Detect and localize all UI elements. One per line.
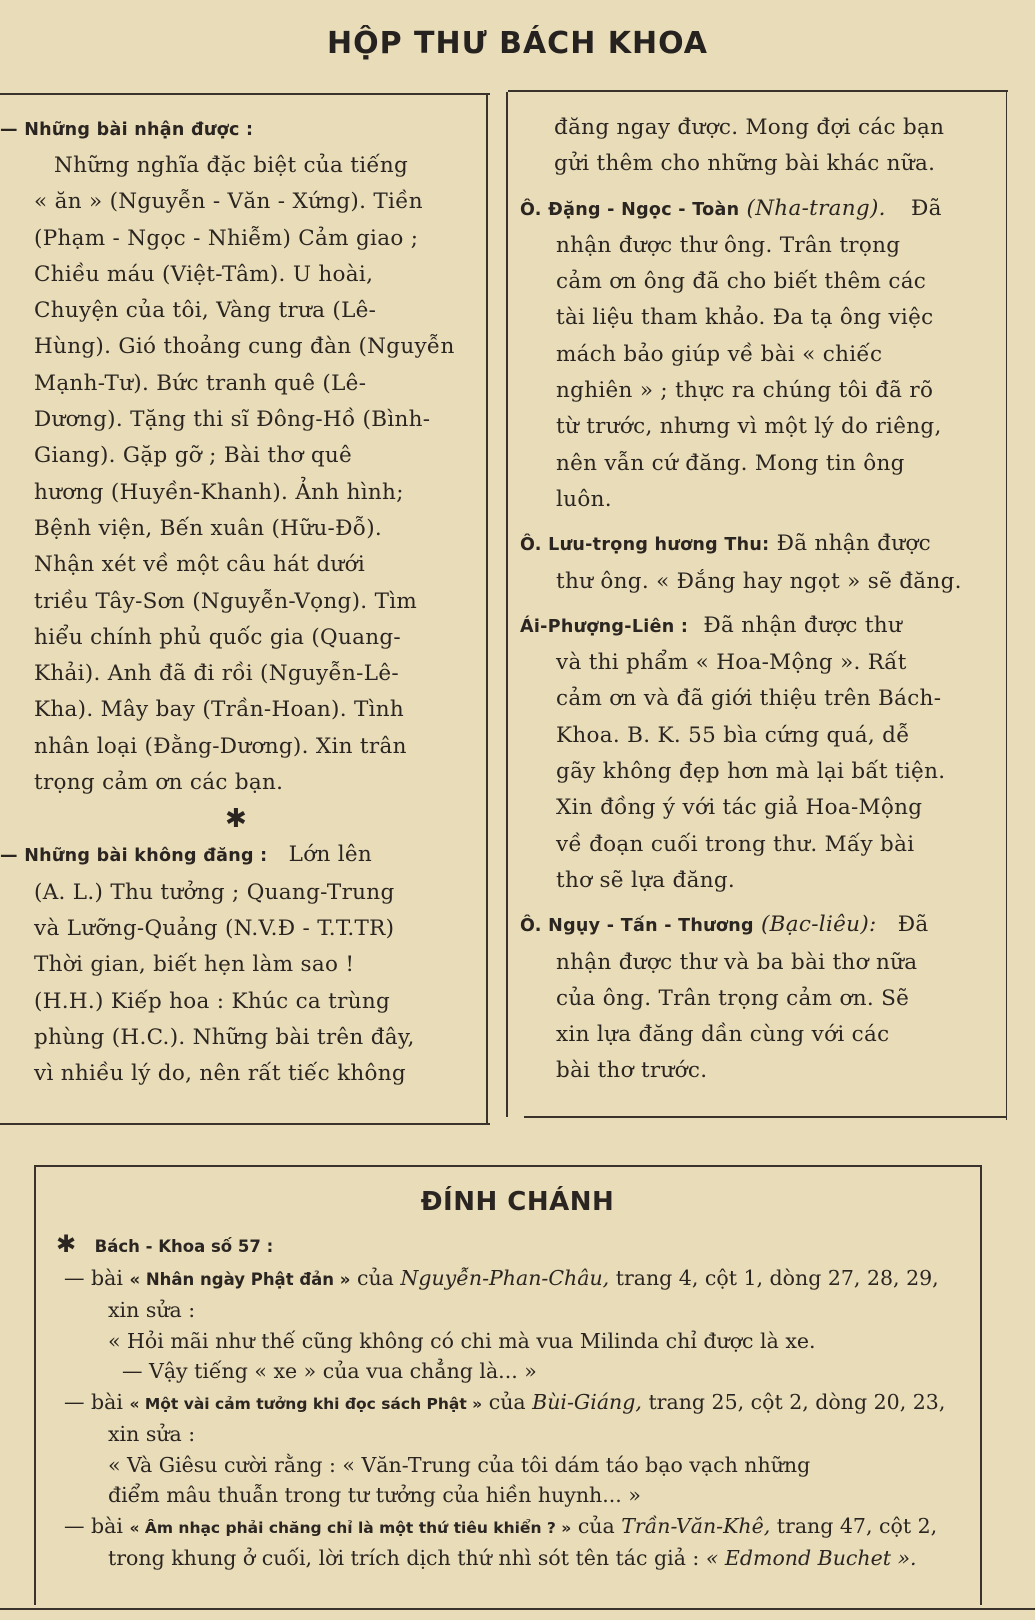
received-line: Chuyện của tôi, Vàng trưa (Lê- xyxy=(34,298,377,324)
rejected-first-line xyxy=(0,837,472,874)
received-line: Bệnh viện, Bến xuân (Hữu-Đỗ). xyxy=(34,515,383,541)
rejected-line: (H.H.) Kiếp hoa : Khúc ca trùng xyxy=(34,988,391,1014)
correction-item xyxy=(64,1263,954,1326)
item-quote: — Vậy tiếng « xe » của vua chẳng là... » xyxy=(122,1359,537,1383)
received-line: nhân loại (Đằng-Dương). Xin trân xyxy=(34,733,407,759)
correction-item xyxy=(64,1387,954,1450)
correction-title: ĐÍNH CHÁNH xyxy=(420,1187,615,1217)
entry-line: Xin đồng ý với tác giả Hoa-Mộng xyxy=(556,795,923,821)
box-bottom-rule xyxy=(0,1608,1035,1610)
item-article: « Âm nhạc phải chăng chỉ là một thứ tiêu khiển ? » xyxy=(129,1518,572,1537)
received-line: Giang). Gặp gỡ ; Bài thơ quê xyxy=(34,443,353,469)
received-line: triều Tây-Sơn (Nguyễn-Vọng). Tìm xyxy=(34,588,418,614)
received-line: Dương). Tặng thi sĩ Đông-Hồ (Bình- xyxy=(34,407,431,433)
box-right-rule xyxy=(980,1165,982,1605)
entry-line: thư ông. « Đắng hay ngọt » sẽ đăng. xyxy=(556,568,962,594)
entry-line: nên vẫn cứ đăng. Mong tin ông xyxy=(556,450,905,476)
item-article: « Một vài cảm tưởng khi đọc sách Phật » xyxy=(129,1394,483,1413)
item-credit: « Edmond Buchet ». xyxy=(705,1546,917,1570)
item-lead: — bài xyxy=(64,1389,123,1414)
entry-line: nhận được thư ông. Trân trọng xyxy=(556,232,901,258)
entry-line: nhận được thư và ba bài thơ nữa xyxy=(556,949,918,975)
top-rule-right xyxy=(508,90,1008,92)
entry-line: Đã nhận được xyxy=(776,531,931,557)
bottom-rule-left xyxy=(0,1123,490,1125)
entry-line: cảm ơn và đã giới thiệu trên Bách- xyxy=(556,686,942,712)
intro-line: đăng ngay được. Mong đợi các bạn xyxy=(554,115,945,140)
entry-line: xin lựa đăng dần cùng với các xyxy=(556,1022,890,1048)
box-top-rule xyxy=(34,1165,982,1167)
letter-entry xyxy=(520,526,1000,600)
letter-entry xyxy=(520,907,1000,1089)
page-title: HỘP THƯ BÁCH KHOA xyxy=(326,26,709,61)
entry-line: tài liệu tham khảo. Đa tạ ông việc xyxy=(556,305,934,331)
entry-line: Đã xyxy=(910,195,942,221)
received-line: (Phạm - Ngọc - Nhiễm) Cảm giao ; xyxy=(34,225,419,251)
received-line: hương (Huyền-Khanh). Ảnh hình; xyxy=(34,479,404,505)
section-star-icon: ✱ xyxy=(224,804,248,835)
received-line: Khải). Anh đã đi rồi (Nguyễn-Lê- xyxy=(34,661,399,687)
entry-line: của ông. Trân trọng cảm ơn. Sẽ xyxy=(556,985,910,1011)
entry-first-line xyxy=(520,191,1000,228)
intro-line: gửi thêm cho những bài khác nữa. xyxy=(554,151,936,177)
received-line: Nhận xét về một câu hát dưới xyxy=(34,552,366,578)
received-line: Chiều máu (Việt-Tâm). U hoài, xyxy=(34,261,374,287)
box-left-rule xyxy=(34,1165,36,1605)
item-quote: « Và Giêsu cười rằng : « Văn-Trung của tôi dám táo bạo vạch những xyxy=(108,1452,811,1477)
right-column-border xyxy=(1006,90,1007,1120)
item-by: của xyxy=(577,1513,615,1538)
entry-line: bài thơ trước. xyxy=(556,1058,708,1084)
item-author: Trần-Văn-Khê, xyxy=(621,1513,771,1538)
item-lead: — bài xyxy=(64,1265,123,1290)
entry-line: Khoa. B. K. 55 bìa cứng quá, dễ xyxy=(556,722,910,748)
letter-entry xyxy=(520,191,1000,519)
item-author: Bùi-Giáng, xyxy=(532,1389,642,1414)
entry-line: nghiên » ; thực ra chúng tôi đã rõ xyxy=(556,378,934,404)
correction-item xyxy=(64,1511,954,1574)
column-divider-right xyxy=(506,92,508,1117)
entry-line: Đã xyxy=(897,912,929,938)
entry-line: gãy không đẹp hơn mà lại bất tiện. xyxy=(556,759,946,785)
rejected-line: và Lưỡng-Quảng (N.V.Đ - T.T.TR) xyxy=(34,915,395,941)
received-line: hiểu chính phủ quốc gia (Quang- xyxy=(34,624,401,650)
item-lead: — bài xyxy=(64,1513,123,1538)
rejected-list xyxy=(0,875,472,1093)
entry-first-line xyxy=(520,907,1000,944)
entry-line: về đoạn cuối trong thư. Mấy bài xyxy=(556,831,915,857)
received-line: Những nghĩa đặc biệt của tiếng xyxy=(54,153,409,178)
bottom-rule-right xyxy=(524,1116,1006,1118)
rejected-heading: — Những bài không đăng : xyxy=(0,846,268,867)
entry-first-line xyxy=(520,526,1000,563)
entry-line: và thi phẩm « Hoa-Mộng ». Rất xyxy=(556,650,907,676)
item-rest: trang 25, cột 2, dòng 20, 23, xin sửa : xyxy=(108,1389,946,1446)
entry-line: từ trước, nhưng vì một lý do riêng, xyxy=(556,414,942,440)
received-line: Mạnh-Tư). Bức tranh quê (Lê- xyxy=(34,370,367,396)
star-icon: ✱ xyxy=(56,1230,77,1258)
item-article: « Nhân ngày Phật đản » xyxy=(129,1269,351,1289)
entry-first-line xyxy=(520,608,1000,645)
entry-line: mách bảo giúp về bài « chiếc xyxy=(556,341,883,367)
item-rest: trang 4, cột 1, dòng 27, 28, 29, xin sửa : xyxy=(108,1265,939,1322)
entry-line: Đã nhận được thư xyxy=(703,612,903,638)
entry-name: Ô. Lưu-trọng hương Thu: xyxy=(520,535,770,556)
entry-line: luôn. xyxy=(556,486,612,512)
item-by: của xyxy=(356,1265,394,1290)
right-column xyxy=(520,110,1000,1094)
entry-name: Ái-Phượng-Liên : xyxy=(520,616,689,637)
column-divider-left xyxy=(486,93,488,1123)
item-author: Nguyễn-Phan-Châu, xyxy=(400,1265,610,1290)
item-quote: điểm mâu thuẫn trong tư tưởng của hiền huynh... » xyxy=(108,1483,641,1507)
received-line: « ăn » (Nguyễn - Văn - Xứng). Tiền xyxy=(34,189,423,215)
entry-place: (Bạc-liêu): xyxy=(760,912,877,938)
entry-name: Ô. Đặng - Ngọc - Toàn xyxy=(520,199,740,220)
rejected-line: phùng (H.C.). Những bài trên đây, xyxy=(34,1024,415,1050)
entry-place: (Nha-trang). xyxy=(746,195,886,221)
entry-line: thơ sẽ lựa đăng. xyxy=(556,867,736,893)
rejected-line: Lớn lên xyxy=(288,842,373,868)
item-quote: « Hỏi mãi như thế cũng không có chi mà vua Milinda chỉ được là xe. xyxy=(108,1328,816,1353)
entry-line: cảm ơn ông đã cho biết thêm các xyxy=(556,269,927,295)
received-heading: — Những bài nhận được : xyxy=(0,120,254,140)
received-list xyxy=(0,148,472,801)
rejected-line: Thời gian, biết hẹn làm sao ! xyxy=(34,952,355,978)
correction-body xyxy=(56,1229,954,1574)
top-rule-left xyxy=(0,93,490,95)
received-line: Kha). Mây bay (Trần-Hoan). Tình xyxy=(34,697,405,723)
issue-line xyxy=(56,1229,954,1263)
rejected-line: vì nhiều lý do, nên rất tiếc không xyxy=(34,1061,406,1087)
entry-name: Ô. Ngụy - Tấn - Thương xyxy=(520,916,754,937)
item-rest: trang 47, cột 2, trong khung ở cuối, lời trích dịch thứ nhì sót tên tác giả : xyxy=(108,1513,938,1570)
received-line: trọng cảm ơn các bạn. xyxy=(34,770,284,796)
letter-entry xyxy=(520,608,1000,899)
left-column xyxy=(0,112,472,1092)
issue-label: Bách - Khoa số 57 : xyxy=(94,1237,274,1256)
item-by: của xyxy=(488,1389,526,1414)
rejected-line: (A. L.) Thu tưởng ; Quang-Trung xyxy=(34,879,395,905)
received-line: Hùng). Gió thoảng cung đàn (Nguyễn xyxy=(34,334,455,360)
